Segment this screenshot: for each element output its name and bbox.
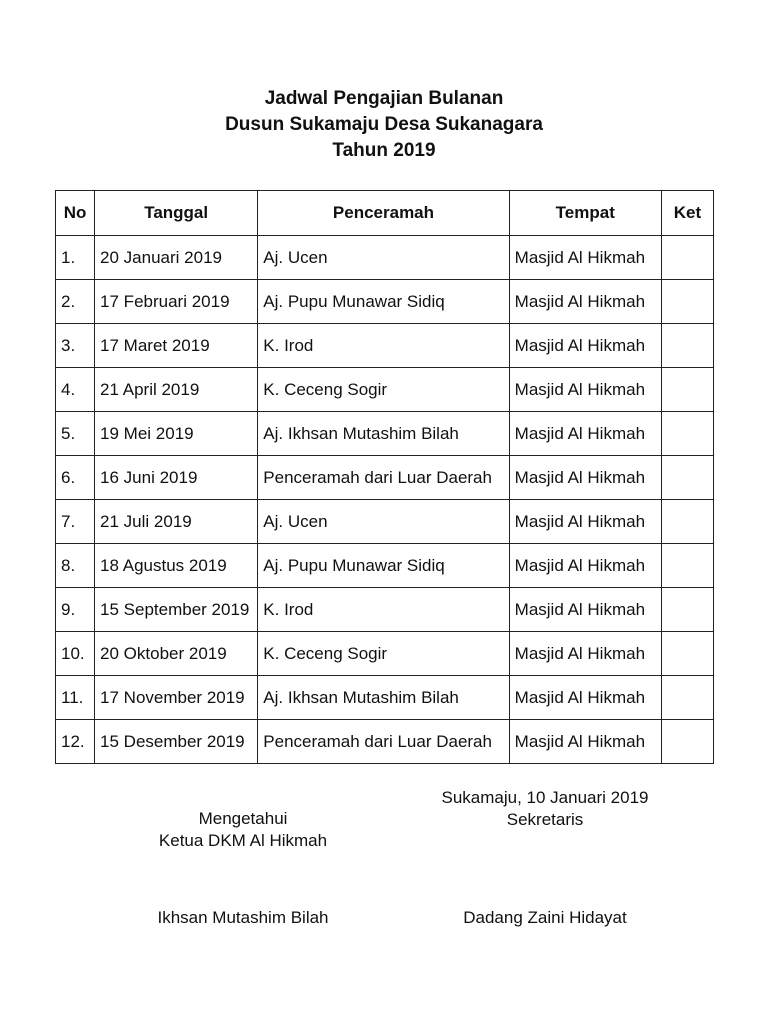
cell-date: 15 September 2019 <box>95 588 258 632</box>
cell-speaker: Aj. Pupu Munawar Sidiq <box>258 280 509 324</box>
cell-date: 21 April 2019 <box>95 368 258 412</box>
cell-no: 9. <box>56 588 95 632</box>
cell-no: 6. <box>56 456 95 500</box>
cell-speaker: K. Irod <box>258 324 509 368</box>
secretary-name: Dadang Zaini Hidayat <box>463 908 627 927</box>
cell-place: Masjid Al Hikmah <box>509 544 661 588</box>
table-row <box>56 676 714 720</box>
cell-place: Masjid Al Hikmah <box>509 500 661 544</box>
table-row <box>56 324 714 368</box>
table-header-row <box>56 191 714 236</box>
cell-ket <box>661 280 713 324</box>
header-date: Tanggal <box>95 191 258 236</box>
cell-date: 21 Juli 2019 <box>95 500 258 544</box>
title-line-2: Dusun Sukamaju Desa Sukanagara <box>225 114 543 135</box>
cell-no: 8. <box>56 544 95 588</box>
cell-no: 11. <box>56 676 95 720</box>
document-title <box>0 86 768 164</box>
cell-no: 5. <box>56 412 95 456</box>
cell-ket <box>661 720 713 764</box>
cell-ket <box>661 676 713 720</box>
schedule-table <box>55 190 714 764</box>
title-line-1: Jadwal Pengajian Bulanan <box>264 88 504 109</box>
header-speaker: Penceramah <box>258 191 509 236</box>
table-row <box>56 368 714 412</box>
cell-date: 16 Juni 2019 <box>95 456 258 500</box>
cell-ket <box>661 236 713 280</box>
table-row <box>56 544 714 588</box>
acknowledgement-label: Mengetahui <box>198 809 288 828</box>
cell-ket <box>661 324 713 368</box>
cell-place: Masjid Al Hikmah <box>509 412 661 456</box>
secretary-role: Sekretaris <box>506 810 584 829</box>
cell-place: Masjid Al Hikmah <box>509 456 661 500</box>
cell-speaker: Aj. Ikhsan Mutashim Bilah <box>258 676 509 720</box>
cell-no: 4. <box>56 368 95 412</box>
cell-no: 7. <box>56 500 95 544</box>
cell-date: 20 Oktober 2019 <box>95 632 258 676</box>
cell-speaker: Aj. Pupu Munawar Sidiq <box>258 544 509 588</box>
cell-no: 3. <box>56 324 95 368</box>
cell-place: Masjid Al Hikmah <box>509 720 661 764</box>
cell-ket <box>661 544 713 588</box>
cell-speaker: K. Ceceng Sogir <box>258 632 509 676</box>
table-row <box>56 456 714 500</box>
cell-place: Masjid Al Hikmah <box>509 368 661 412</box>
cell-no: 1. <box>56 236 95 280</box>
table-row <box>56 632 714 676</box>
table-row <box>56 500 714 544</box>
cell-speaker: Penceramah dari Luar Daerah <box>258 720 509 764</box>
cell-place: Masjid Al Hikmah <box>509 632 661 676</box>
cell-ket <box>661 456 713 500</box>
table-row <box>56 236 714 280</box>
cell-date: 17 Maret 2019 <box>95 324 258 368</box>
cell-date: 20 Januari 2019 <box>95 236 258 280</box>
cell-speaker: K. Ceceng Sogir <box>258 368 509 412</box>
table-row <box>56 588 714 632</box>
place-date: Sukamaju, 10 Januari 2019 <box>441 788 649 807</box>
cell-place: Masjid Al Hikmah <box>509 236 661 280</box>
cell-speaker: K. Irod <box>258 588 509 632</box>
title-line-3: Tahun 2019 <box>332 140 436 161</box>
cell-place: Masjid Al Hikmah <box>509 324 661 368</box>
cell-speaker: Aj. Ucen <box>258 236 509 280</box>
cell-ket <box>661 412 713 456</box>
cell-date: 19 Mei 2019 <box>95 412 258 456</box>
cell-place: Masjid Al Hikmah <box>509 280 661 324</box>
cell-ket <box>661 632 713 676</box>
cell-place: Masjid Al Hikmah <box>509 588 661 632</box>
cell-ket <box>661 368 713 412</box>
table-row <box>56 412 714 456</box>
cell-date: 17 Februari 2019 <box>95 280 258 324</box>
cell-no: 12. <box>56 720 95 764</box>
chairman-role: Ketua DKM Al Hikmah <box>158 831 328 850</box>
header-no: No <box>56 191 95 236</box>
header-place: Tempat <box>509 191 661 236</box>
cell-ket <box>661 588 713 632</box>
cell-date: 17 November 2019 <box>95 676 258 720</box>
cell-place: Masjid Al Hikmah <box>509 676 661 720</box>
header-ket: Ket <box>661 191 713 236</box>
cell-date: 18 Agustus 2019 <box>95 544 258 588</box>
cell-ket <box>661 500 713 544</box>
cell-no: 2. <box>56 280 95 324</box>
cell-no: 10. <box>56 632 95 676</box>
chairman-name: Ikhsan Mutashim Bilah <box>157 908 329 927</box>
cell-speaker: Penceramah dari Luar Daerah <box>258 456 509 500</box>
table-row <box>56 720 714 764</box>
cell-speaker: Aj. Ikhsan Mutashim Bilah <box>258 412 509 456</box>
table-row <box>56 280 714 324</box>
acknowledgement-block <box>118 808 368 852</box>
cell-speaker: Aj. Ucen <box>258 500 509 544</box>
cell-date: 15 Desember 2019 <box>95 720 258 764</box>
